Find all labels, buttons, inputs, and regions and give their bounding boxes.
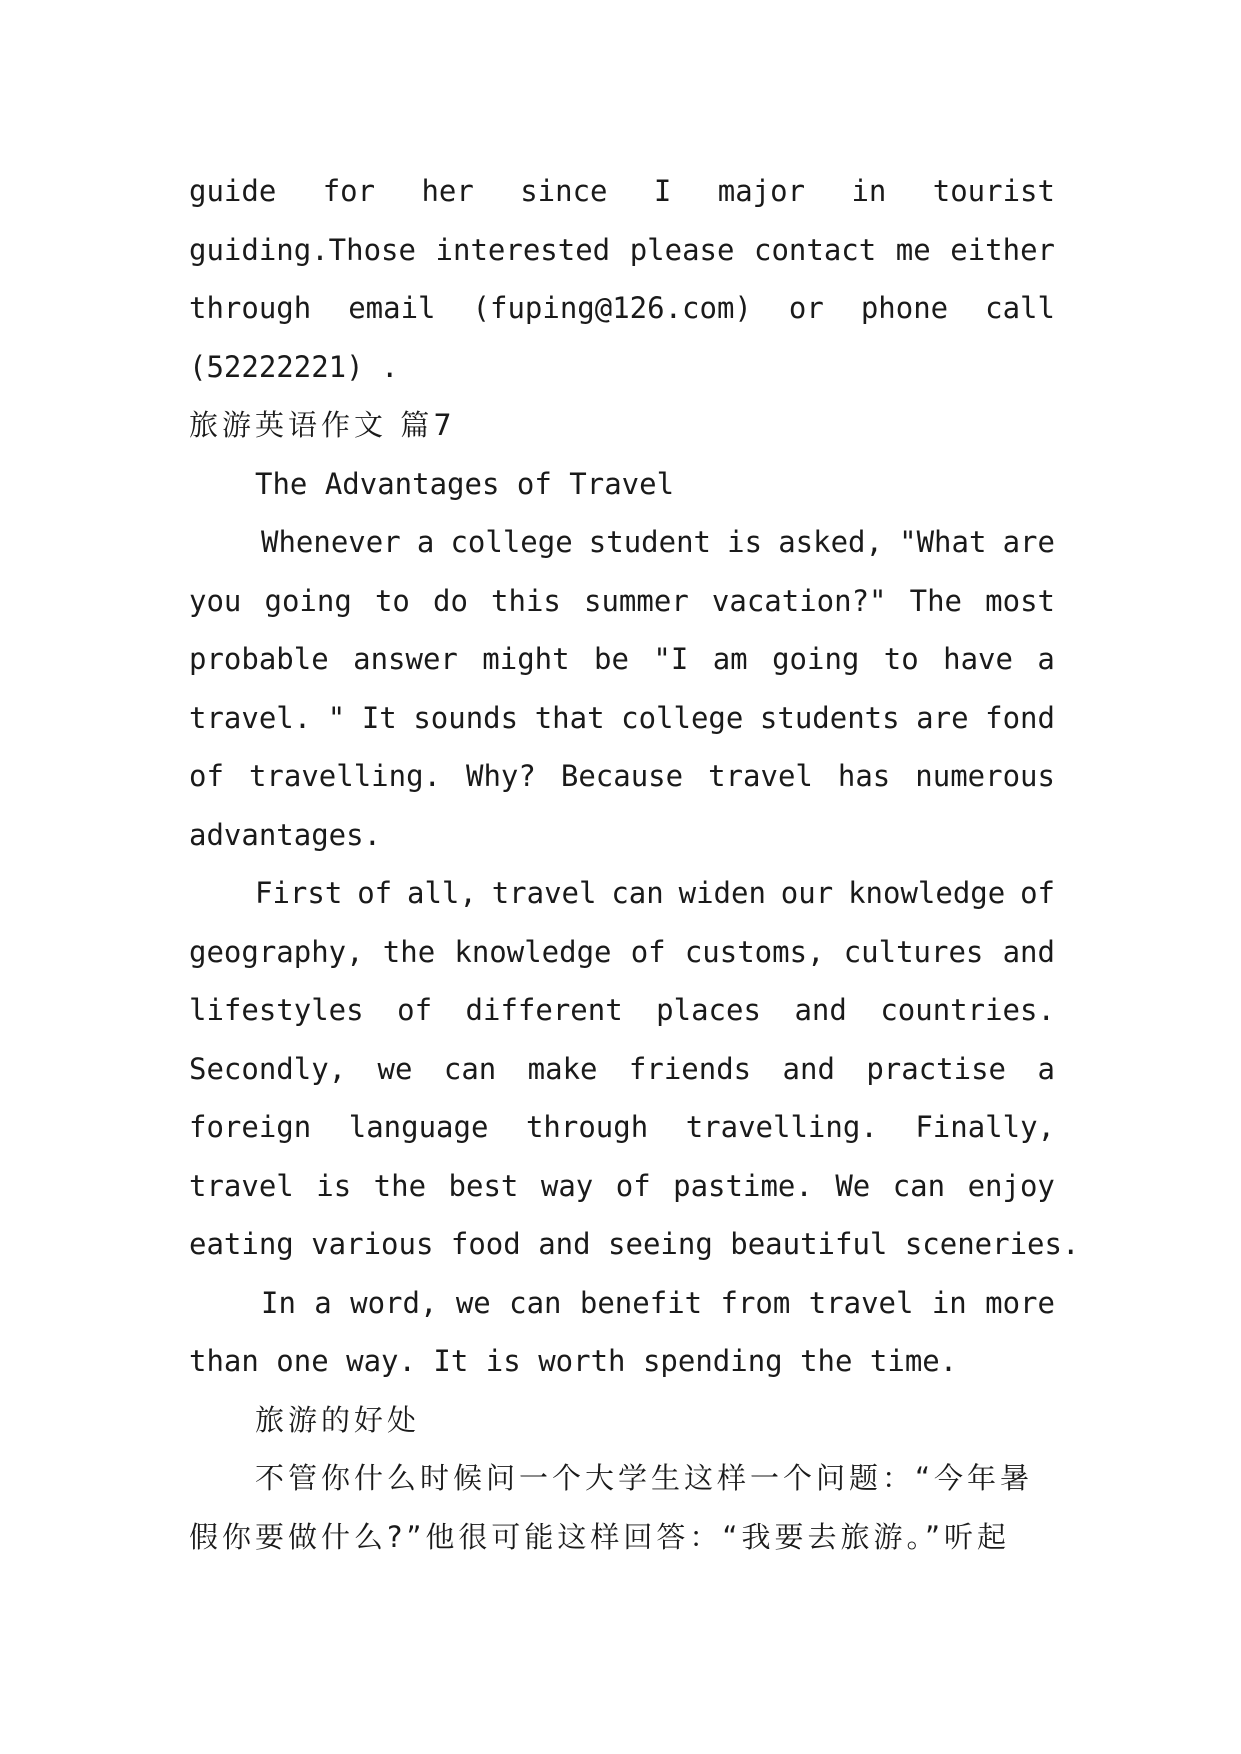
word: tourist — [932, 174, 1055, 208]
word: widen — [678, 876, 766, 910]
word: "I — [653, 642, 689, 676]
line-text: 旅游的好处 — [255, 1402, 421, 1437]
word: The — [909, 583, 963, 618]
word: lifestyles — [189, 993, 364, 1027]
word: since — [520, 174, 608, 208]
word: call — [985, 291, 1055, 325]
text-line — [189, 1274, 1055, 1333]
word: Why? — [466, 759, 536, 793]
text-line — [189, 1215, 1080, 1274]
word: travelling. — [248, 759, 441, 793]
text-line — [189, 221, 1055, 280]
word: a — [1037, 642, 1055, 676]
word: knowledge — [454, 934, 612, 969]
text-line — [189, 1157, 1055, 1216]
word: way — [540, 1168, 594, 1203]
line-text: The Advantages of Travel — [255, 466, 675, 501]
line-text: 旅游英语作文 篇7 — [189, 408, 456, 442]
word: student — [588, 525, 712, 559]
text-line — [189, 513, 1055, 572]
word: sounds — [413, 700, 519, 735]
word: Finally, — [915, 1110, 1055, 1144]
word: students — [759, 700, 900, 735]
word: guiding.Those — [189, 232, 416, 267]
word: going — [772, 642, 860, 676]
word: contact — [754, 232, 877, 267]
word: and — [782, 1051, 835, 1086]
word: of — [615, 1168, 651, 1203]
word: pastime. — [673, 1168, 813, 1203]
line-text: 不管你什么时候问一个大学生这样一个问题：“今年暑 — [255, 1461, 1034, 1495]
text-line — [189, 1391, 1055, 1450]
word: that — [534, 700, 605, 735]
line-text: 假你要做什么?”他很可能这样回答：“我要去旅游。”听起 — [189, 1519, 1010, 1554]
word: we — [377, 1051, 413, 1086]
word: either — [950, 232, 1055, 267]
text-line — [189, 396, 1055, 455]
word: has — [837, 759, 891, 793]
document-page — [189, 162, 1080, 1566]
word: of — [630, 934, 666, 969]
text-line — [189, 1508, 1055, 1567]
word: phone — [860, 291, 949, 325]
word: travel. — [189, 700, 312, 735]
word: First — [255, 876, 343, 910]
text-line — [189, 162, 1055, 221]
word: vacation?" — [711, 583, 887, 618]
word: friends — [628, 1051, 752, 1086]
word: numerous — [915, 759, 1055, 793]
word: interested — [435, 232, 611, 267]
word: can — [892, 1168, 946, 1203]
word: cultures — [843, 934, 984, 969]
word: benefit — [579, 1285, 703, 1320]
word: asked, — [778, 525, 883, 559]
word: in — [931, 1285, 967, 1320]
word: " — [327, 700, 346, 735]
word: answer — [353, 642, 458, 676]
word: of — [357, 876, 393, 910]
word: more — [985, 1285, 1055, 1320]
text-line — [189, 455, 1055, 514]
word: geography, — [189, 934, 364, 969]
word: practise — [866, 1051, 1007, 1086]
line-text: eating various food and seeing beautiful sceneries. — [189, 1227, 1080, 1261]
word: travel — [808, 1285, 914, 1320]
word: and — [1002, 934, 1055, 969]
word: most — [985, 583, 1055, 618]
text-line — [189, 1040, 1055, 1099]
text-line — [189, 630, 1055, 689]
word: college — [621, 700, 744, 735]
word: do — [433, 583, 468, 618]
text-line — [189, 806, 1055, 865]
word: make — [527, 1051, 598, 1086]
word: travel — [189, 1168, 294, 1203]
word: can — [611, 876, 664, 910]
word: word, — [350, 1285, 438, 1320]
word: foreign — [189, 1110, 312, 1144]
word: we — [455, 1285, 491, 1320]
word: travel — [708, 759, 813, 793]
word: are — [1002, 525, 1055, 559]
word: the — [382, 934, 436, 969]
text-line — [189, 338, 1055, 397]
word: travelling. — [685, 1110, 878, 1144]
text-line — [189, 923, 1055, 982]
word: for — [322, 174, 376, 208]
text-line — [189, 981, 1055, 1040]
word: knowledge — [848, 876, 1006, 910]
text-line — [189, 1332, 1055, 1391]
word: of — [397, 993, 433, 1027]
word: her — [421, 174, 474, 208]
word: through — [189, 291, 312, 325]
text-line — [189, 279, 1055, 338]
word: to — [374, 583, 410, 618]
word: in — [851, 174, 887, 208]
word: our — [780, 876, 834, 910]
word: and — [794, 993, 847, 1027]
word: probable — [189, 642, 329, 676]
word: a — [416, 525, 435, 559]
word: of — [189, 759, 224, 793]
text-line — [189, 572, 1055, 631]
word: from — [720, 1285, 791, 1320]
word: me — [895, 232, 931, 267]
word: is — [316, 1168, 352, 1203]
word: this — [491, 583, 561, 618]
word: fond — [985, 700, 1055, 735]
word: to — [883, 642, 919, 676]
word: are — [916, 700, 969, 735]
word: a — [1037, 1051, 1055, 1086]
text-line — [189, 1098, 1055, 1157]
word: major — [717, 174, 806, 208]
word: have — [943, 642, 1013, 676]
word: places — [656, 993, 761, 1027]
word: email — [348, 291, 436, 325]
word: customs, — [684, 934, 825, 969]
word: "What — [899, 525, 987, 559]
word: countries. — [880, 993, 1055, 1027]
word: college — [450, 525, 573, 559]
word: all, — [406, 876, 477, 910]
line-text: advantages. — [189, 817, 382, 852]
word: might — [482, 642, 570, 676]
line-text: than one way. It is worth spending the time. — [189, 1344, 958, 1378]
word: be — [594, 642, 629, 676]
word: Whenever — [261, 525, 401, 559]
text-line — [189, 864, 1055, 923]
word: a — [314, 1285, 332, 1320]
word: Because — [560, 759, 684, 793]
word: of — [1020, 876, 1055, 910]
word: best — [448, 1168, 519, 1203]
word: or — [788, 291, 824, 325]
word: It — [361, 700, 397, 735]
word: is — [727, 525, 763, 559]
word: We — [835, 1168, 871, 1203]
word: enjoy — [967, 1168, 1055, 1203]
word: am — [712, 642, 748, 676]
word: language — [348, 1110, 489, 1144]
text-line — [189, 747, 1055, 806]
word: going — [264, 583, 352, 618]
word: you — [189, 583, 242, 618]
word: through — [525, 1110, 649, 1144]
word: different — [465, 993, 623, 1027]
word: I — [653, 174, 672, 208]
word: travel — [491, 876, 597, 910]
word: can — [443, 1051, 497, 1086]
word: the — [373, 1168, 427, 1203]
word: (fuping@126.com) — [472, 291, 752, 325]
word: please — [629, 232, 735, 267]
word: Secondly, — [189, 1051, 347, 1086]
text-line — [189, 689, 1055, 748]
word: In — [261, 1285, 296, 1320]
word: guide — [189, 174, 277, 208]
text-line — [189, 1449, 1055, 1508]
word: can — [509, 1285, 562, 1320]
word: summer — [584, 583, 689, 618]
line-text: (52222221) . — [189, 349, 399, 384]
